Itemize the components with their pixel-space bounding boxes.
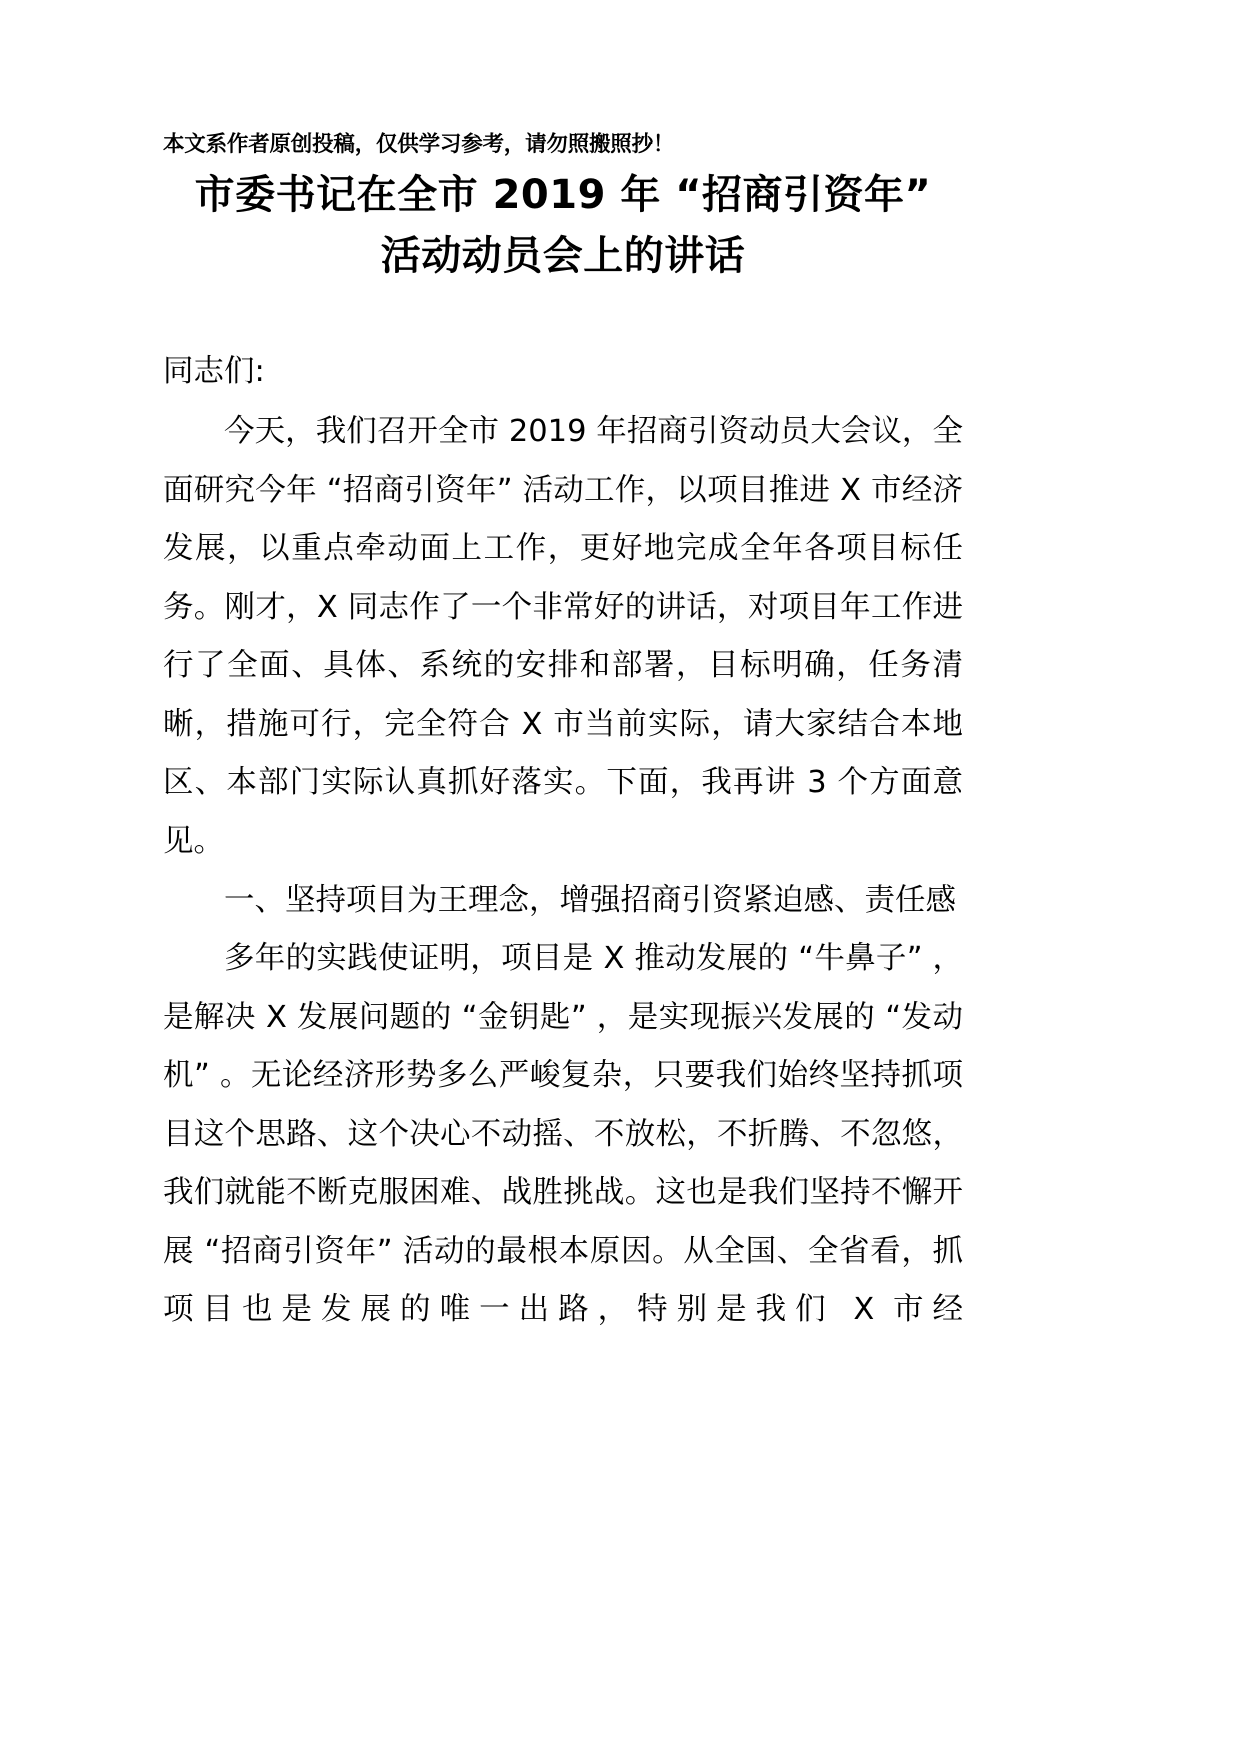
document-content — [163, 130, 963, 1340]
title-line-2: 活动动员会上的讲话 — [380, 232, 746, 279]
disclaimer-notice: 本文系作者原创投稿，仅供学习参考，请勿照搬照抄！ — [163, 132, 675, 157]
section-heading-one: 一、坚持项目为王理念，增强招商引资紧迫感、责任感 — [224, 882, 956, 918]
paragraph-opening: 今天，我们召开全市 2019 年招商引资动员大会议，全面研究今年 “招商引资年” 活动工作，以项目推进 X 市经济发展，以重点牵动面上工作，更好地完成全年各项目标任务。刚才，X 同志作了一个非常好的讲话，对项目年工作进行了全面、具体、系统的安排和部署，目标明确，任务清晰，措施可行，完全符合 X 市当前实际，请大家结合本地区、本部门实际认真抓好落实。下面，我再讲 3 个方面意见。 — [163, 414, 963, 859]
title-line-1: 市委书记在全市 2019 年 “招商引资年” — [194, 172, 932, 219]
salutation: 同志们: — [163, 353, 265, 389]
document-body — [163, 343, 963, 1340]
page-title — [163, 165, 963, 287]
paragraph-section-one-body: 多年的实践使证明，项目是 X 推动发展的 “牛鼻子” ，是解决 X 发展问题的 “金钥匙” ，是实现振兴发展的 “发动机” 。无论经济形势多么严峻复杂，只要我们始终坚持抓项目这个思路、这个决心不动摇、不放松，不折腾、不忽悠，我们就能不断克服困难、战胜挑战。这也是我们坚持不懈开展 “招商引资年” 活动的最根本原因。从全国、全省看，抓项目也是发展的唯一出路，特别是我们 X 市经 — [163, 941, 963, 1328]
